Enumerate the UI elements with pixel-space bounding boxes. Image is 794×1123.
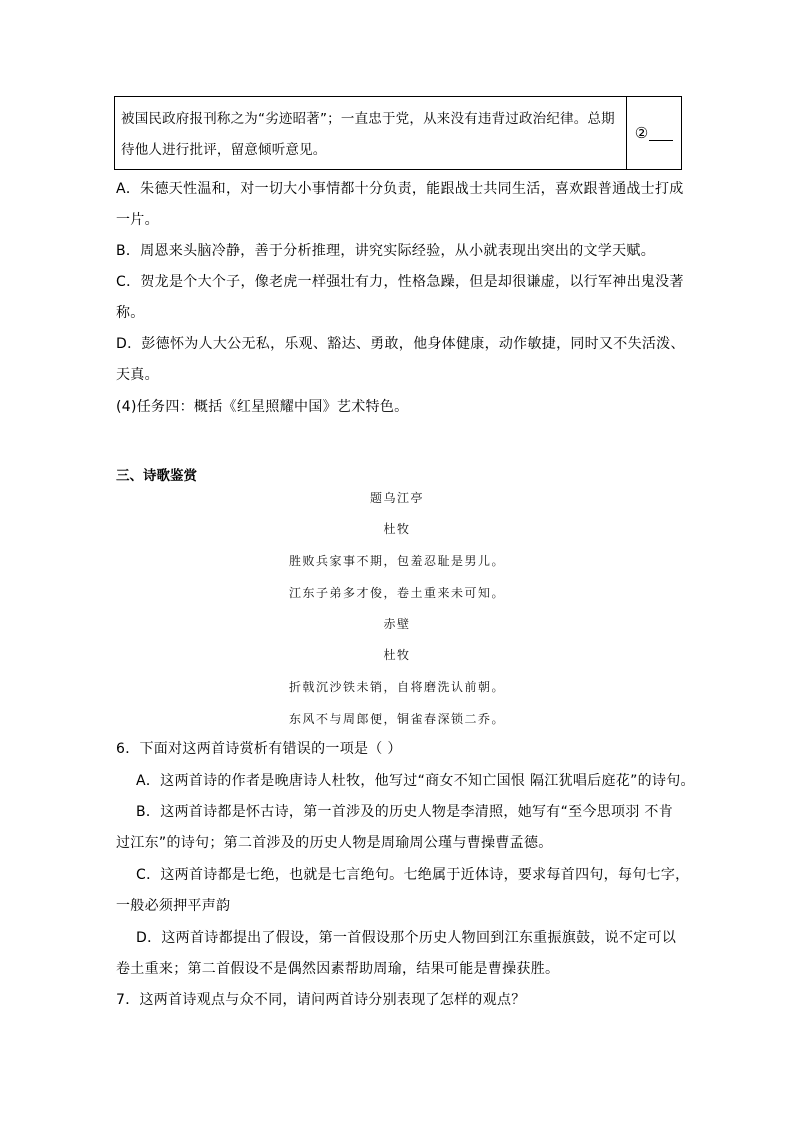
q6-option-b-line1: B．这两首诗都是怀古诗，第一首涉及的历史人物是李清照，她写有“至今思项羽 不肯 (136, 804, 674, 820)
poem2-title: 赤壁 (383, 617, 411, 631)
poem1-title: 题乌江亭 (369, 491, 424, 505)
table-text-line: 被国民政府报刊称之为“劣迹昭著”；一直忠于党，从来没有违背过政治纪律。总期 (121, 111, 615, 127)
q6-option-b-line2: 过江东”的诗句；第二首涉及的历史人物是周瑜周公瑾与曹操曹孟德。 (116, 835, 553, 851)
option-c-line2: 称。 (116, 305, 145, 321)
option-d-line1: D．彭德怀为人大公无私，乐观、豁达、勇敢，他身体健康，动作敏捷，同时又不失活泼、 (116, 336, 685, 352)
option-a-line1: A．朱德天性温和，对一切大小事情都十分负责，能跟战士共同生活，喜欢跟普通战士打成 (116, 181, 684, 197)
table-text-line: 待他人进行批评，留意倾听意见。 (121, 142, 327, 158)
question-6-stem: 6．下面对这两首诗赏析有错误的一项是（ ） (116, 741, 402, 757)
q6-option-c-line1: C．这两首诗都是七绝，也就是七言绝句。七绝属于近体诗，要求每首四句，每句七字， (136, 867, 690, 883)
blank-number: ② (634, 124, 649, 142)
task-four: (4)任务四：概括《红星照耀中国》艺术特色。 (116, 399, 409, 415)
q6-option-d-line1: D．这两首诗都提出了假设，第一首假设那个历史人物回到江东重振旗鼓，说不定可以 (136, 930, 677, 946)
q6-option-c-line2: 一般必须押平声韵 (116, 898, 231, 914)
poem2-line: 东风不与周郎便，铜雀春深锁二乔。 (288, 712, 505, 726)
poem2-line: 折戟沉沙铁未销，自将磨洗认前朝。 (288, 680, 505, 694)
section-heading: 三、诗歌鉴赏 (116, 468, 197, 484)
question-7-stem: 7．这两首诗观点与众不同，请问两首诗分别表现了怎样的观点？ (116, 992, 526, 1008)
poem1-author: 杜牧 (383, 522, 411, 536)
option-b: B．周恩来头脑冷静，善于分析推理，讲究实际经验，从小就表现出突出的文学天赋。 (116, 243, 656, 259)
poem1-line: 胜败兵家事不期，包羞忍耻是男儿。 (288, 554, 505, 568)
option-c-line1: C．贺龙是个大个子，像老虎一样强壮有力，性格急躁，但是却很谦虚，以行军神出鬼没著 (116, 274, 684, 290)
q6-option-d-line2: 卷土重来；第二首假设不是偶然因素帮助周瑜，结果可能是曹操获胜。 (116, 961, 560, 977)
poem1-line: 江东子弟多才俊，卷土重来未可知。 (288, 586, 505, 600)
q6-option-a: A．这两首诗的作者是晚唐诗人杜牧，他写过“商女不知亡国恨 隔江犹唱后庭花”的诗句。 (136, 773, 695, 789)
option-d-line2: 天真。 (116, 367, 159, 383)
answer-blank-line (649, 126, 673, 141)
answer-blank-cell[interactable] (627, 97, 681, 169)
poem2-author: 杜牧 (383, 648, 411, 662)
info-table (114, 96, 682, 170)
table-text-cell (115, 97, 627, 169)
option-a-line2: 一片。 (116, 212, 159, 228)
